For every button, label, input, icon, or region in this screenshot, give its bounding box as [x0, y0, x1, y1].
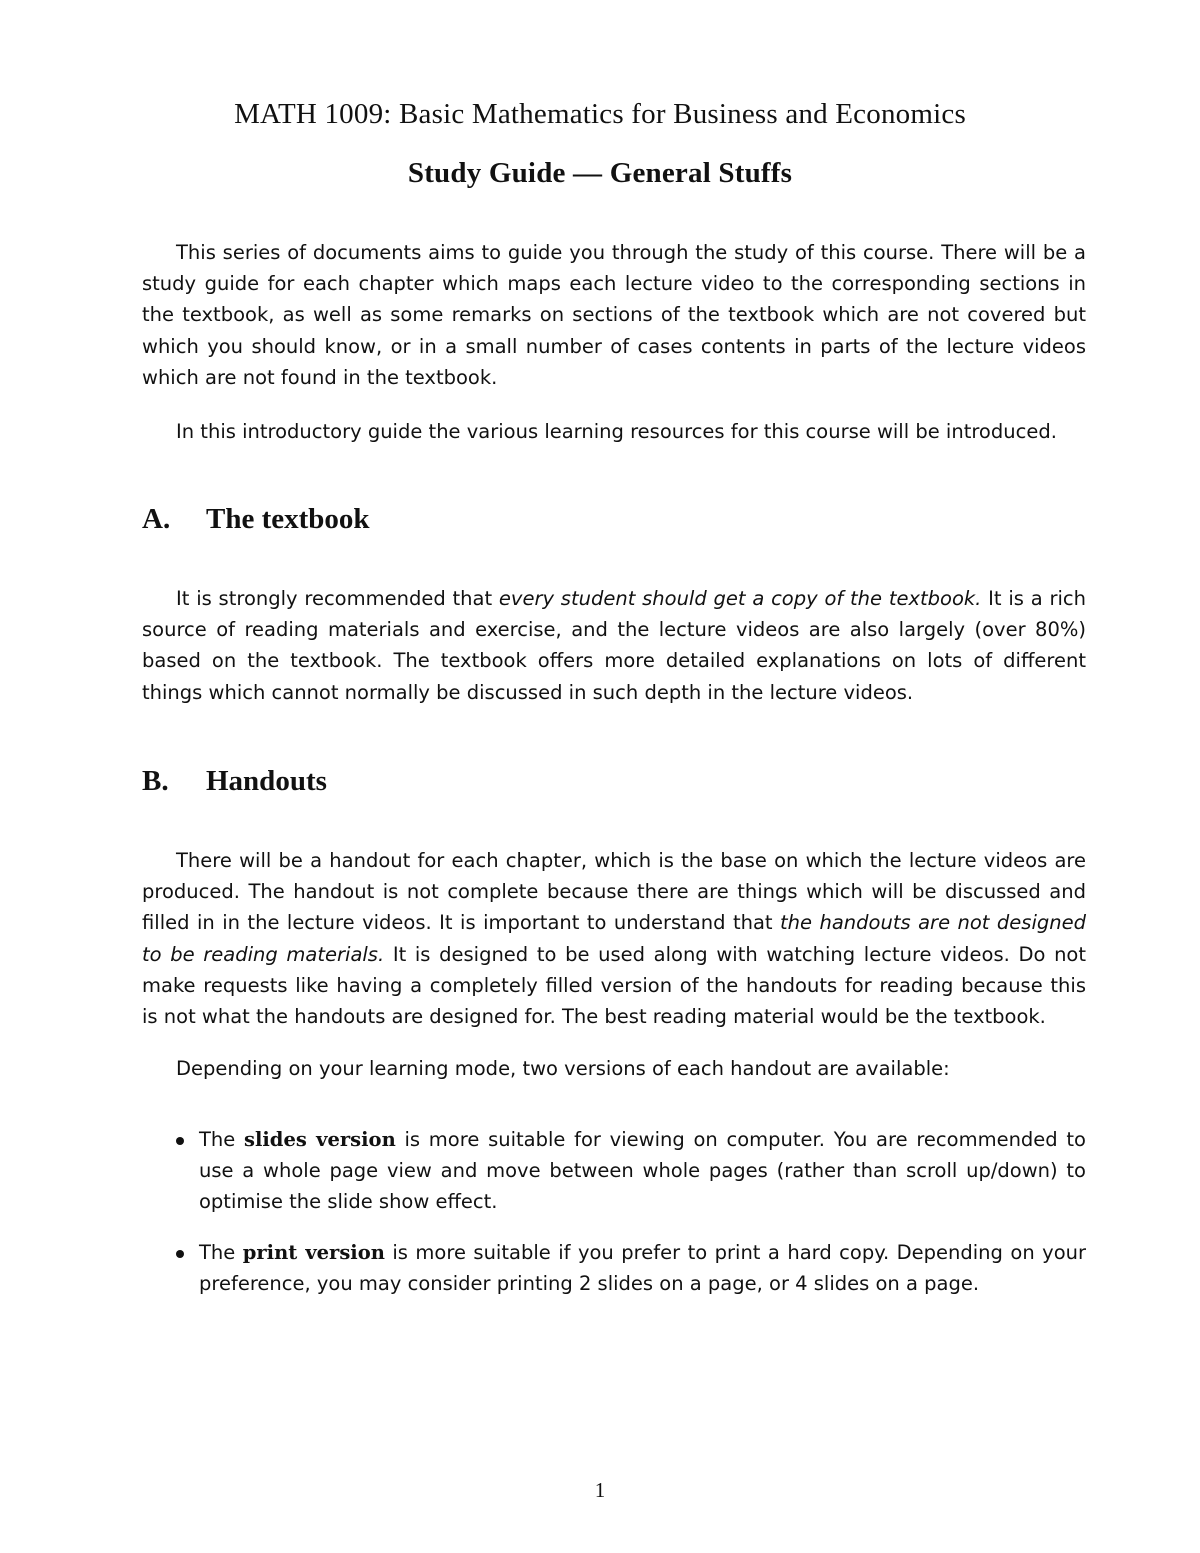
section-a-paragraph: [142, 583, 1086, 708]
bullet-1-pre: The: [199, 1128, 245, 1151]
bullet-2-bold: print version: [242, 1240, 385, 1264]
section-b-title: Handouts: [206, 765, 327, 797]
section-b-paragraph-1: [142, 845, 1086, 1032]
bullet-1-bold: slides version: [244, 1128, 396, 1151]
section-b-heading: [142, 765, 327, 798]
section-a-title: The textbook: [206, 503, 370, 535]
bullet-icon: [176, 1137, 184, 1145]
section-b-paragraph-2: Depending on your learning mode, two versions of each handout are available:: [176, 1057, 950, 1080]
section-a-text-end: It is a rich source of reading materials and exercise, and the lecture videos are also largely (over 80%) based on the textbook. The textbook offers more detailed explanations on lots of different things which cannot normally be discussed in such depth in the lecture videos.: [142, 587, 1087, 704]
section-a-heading: [142, 503, 370, 536]
list-item: [142, 1237, 1086, 1299]
bullet-2-post: is more suitable if you prefer to print a hard copy. Depending on your preference, you may consider printing 2 slides on a page, or 4 slides on a page.: [199, 1240, 1087, 1295]
page-number: 1: [594, 1478, 606, 1502]
bullet-1-post: is more suitable for viewing on computer. You are recommended to use a whole page view and move between whole pages (rather than scroll up/down) to optimise the slide show effect.: [199, 1128, 1086, 1214]
intro-paragraph-1: This series of documents aims to guide you through the study of this course. There will be a study guide for each chapter which maps each lecture video to the corresponding sections in the textbook, as well as some remarks on sections of the textbook which are not covered but which you should know, or in a small number of cases contents in parts of the lecture videos which are not found in the textbook.: [142, 241, 1086, 389]
section-a-number: A.: [142, 503, 171, 535]
document-title: MATH 1009: Basic Mathematics for Business and Economics: [234, 98, 966, 130]
section-a-emphasis: every student should get a copy of the textbook.: [498, 587, 982, 610]
bullet-icon: [176, 1250, 184, 1258]
section-b-number: B.: [142, 765, 169, 797]
list-item: [142, 1124, 1086, 1218]
document-subtitle: Study Guide — General Stuffs: [407, 157, 793, 189]
bullet-2-pre: The: [199, 1240, 243, 1264]
handout-versions-list: [142, 1124, 1086, 1299]
intro-paragraph-2: In this introductory guide the various learning resources for this course will be introduced.: [176, 420, 1057, 443]
section-b-text-end: It is designed to be used along with watching lecture videos. Do not make requests like having a completely filled version of the handouts for reading because this is not what the handouts are designed for. The best reading material would be the textbook.: [142, 942, 1087, 1029]
section-a-text-start: It is strongly recommended that: [176, 587, 499, 610]
section-b-emphasis: the handouts are not designed to be reading materials.: [142, 911, 1086, 966]
section-b-text-start: There will be a handout for each chapter, which is the base on which the lecture videos are produced. The handout is not complete because there are things which will be discussed and filled in in the lecture videos. It is important to understand that: [142, 849, 1086, 935]
